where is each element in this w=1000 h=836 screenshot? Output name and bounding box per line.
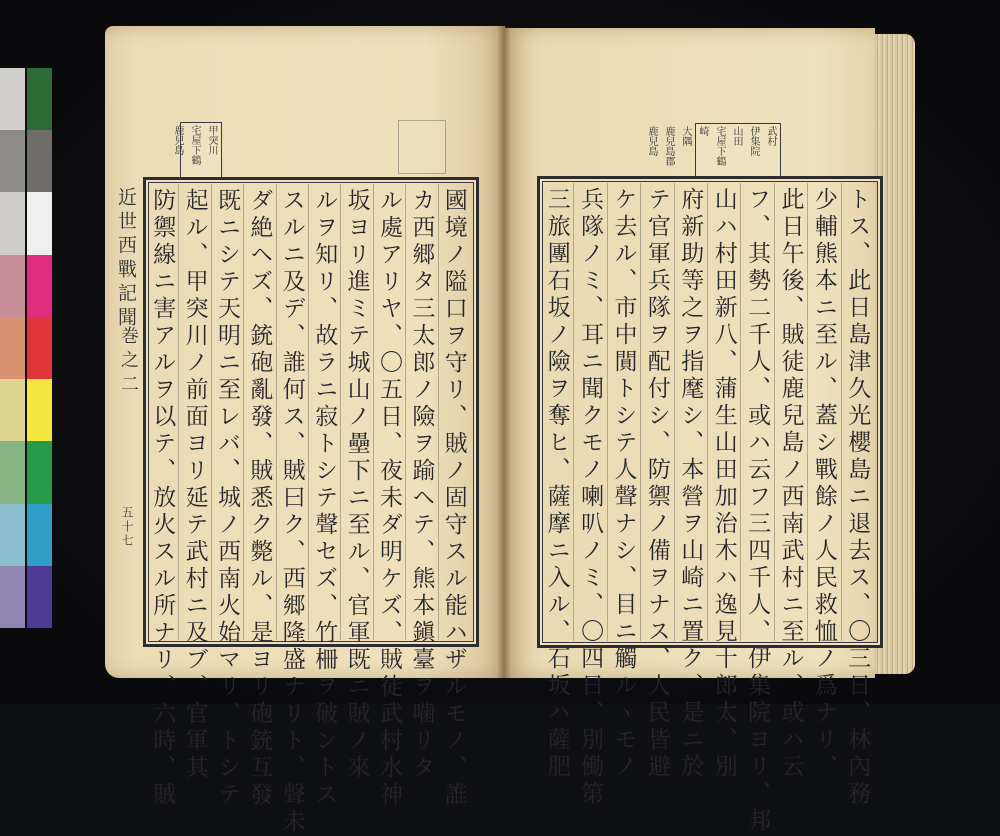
column-rule [405,184,406,640]
column-rule [740,183,741,641]
right-text-frame [537,176,883,835]
column-rule [340,184,341,640]
color-swatch [27,317,52,379]
color-swatch [27,68,52,130]
color-swatch [0,379,25,441]
left-text-frame [143,177,479,836]
text-column: 國境ノ隘口ヲ守リ、賊ノ固守スル能ハザルモノ、誰 [440,188,467,809]
color-strip-left-column [0,68,25,628]
text-column: ルヲ知リ、故ラニ寂トシテ聲セズ、竹柵ヲ破ントス [311,188,338,809]
cartouche-label: 鹿兒島 [646,126,657,156]
text-column: 既ニシテ天明ニ至レバ、城ノ西南火始マリ、トシテ [214,188,240,809]
text-column: 此日午後、賊徒鹿兒島ノ西南武村ニ至ル、或ハ云 [777,187,804,781]
color-swatch [0,130,25,192]
text-column: 坂ヨリ進ミテ城山ノ壘下ニ至ル、官軍既ニ賊ノ來 [343,188,370,782]
cartouche-label: 伊集院 [748,126,759,156]
column-rule [438,184,439,640]
text-column: トス、此日島津久光櫻島ニ退去ス、〇三日、林內務 [844,187,871,808]
column-rule [276,184,277,640]
cartouche-label: 鹿兒島郡 [663,126,674,166]
column-rule [308,184,309,640]
cartouche-label: 鹿兒島 [172,125,183,155]
portrait-cartouche-left [172,122,222,180]
color-swatch [0,441,25,503]
text-column: カ西郷タ三太郎ノ險ヲ踰ヘテ、熊本鎭臺ヲ噛リタ [408,188,435,782]
cartouche-label: 宅屋下鶴 [189,125,200,165]
left-page [105,26,505,836]
text-column: ル處アリヤ、〇五日、夜未ダ明ケズ、賊徒武村水神 [376,188,402,809]
column-rule [243,184,244,640]
color-swatch [27,441,52,503]
color-swatch [27,130,52,192]
text-column: 山ハ村田新八、蒲生山田加治木ハ逸見十郎太、別 [710,187,737,781]
text-column: 少輔熊本ニ至ル、蓋シ戰餘ノ人民救恤ノ爲ナリ、 [810,187,837,781]
book-gutter [497,26,511,678]
text-column: 起ル、甲突川ノ前面ヨリ延テ武村ニ及ブ、官軍其 [181,188,208,782]
color-swatch [0,566,25,628]
column-rule [573,183,574,641]
column-rule [774,183,775,641]
color-swatch [0,68,25,130]
cartouche-label: 山田 [731,126,742,146]
text-column: 兵隊ノミ、耳ニ聞クモノ喇叭ノミ、〇四日、別働第 [577,187,604,808]
column-rule [640,183,641,641]
cartouche-label: 宅屋下鶴 [714,126,725,166]
text-column: テ官軍兵隊ヲ配付シ、防禦ノ備ヲナス、人民皆避 [643,187,670,781]
column-rule [211,184,212,640]
open-book [105,26,915,836]
column-rule [674,183,675,641]
cartouche-label: 甲突川 [206,125,217,155]
cartouche-label: 大隅 [680,126,691,146]
running-head-title: 近世西戰記聞 [115,187,137,331]
running-head-volume: 巻之二 [118,326,139,398]
color-swatch [27,379,52,441]
text-column: 三旅團石坂ノ險ヲ奪ヒ、薩摩ニ入ル、石坂ハ薩肥 [543,187,570,781]
color-swatch [27,192,52,254]
text-column: 防禦線ニ害アルヲ以テ、放火スル所ナリ、六時、賊 [149,188,176,809]
color-swatch [0,317,25,379]
column-rule [373,184,374,640]
column-rule [178,184,179,640]
color-swatch [0,255,25,317]
text-column: スルニ及デ、誰何ス、賊曰ク、西郷隆盛ナリト、聲未 [278,188,305,836]
color-strip-right-column [27,68,52,628]
color-swatch [0,504,25,566]
column-rule [807,183,808,641]
color-swatch [27,566,52,628]
color-calibration-strip [0,68,52,628]
text-column: ケ去ル、市中閴トシテ人聲ナシ、目ニ觸ルヽモノ [610,187,637,781]
text-column: 府新助等之ヲ指麾シ、本營ヲ山崎ニ置ク、是ニ於 [677,187,704,781]
column-rule [841,183,842,641]
color-swatch [27,504,52,566]
text-column: フ、其勢二千人、或ハ云フ三四千人、伊集院ヨリ、邦 [744,187,771,835]
column-rule [607,183,608,641]
color-swatch [27,255,52,317]
cartouche-label: 崎 [697,126,708,136]
bleed-through-cartouche [398,120,446,174]
portrait-cartouche-right [646,123,781,181]
page-number: 五十七 [120,506,134,548]
column-rule [707,183,708,641]
color-swatch [0,192,25,254]
text-column: ダ絶ヘズ、銃砲亂發、賊悉ク斃ル、是ヨリ砲銃互發 [246,188,273,809]
cartouche-label: 武村 [765,126,776,146]
